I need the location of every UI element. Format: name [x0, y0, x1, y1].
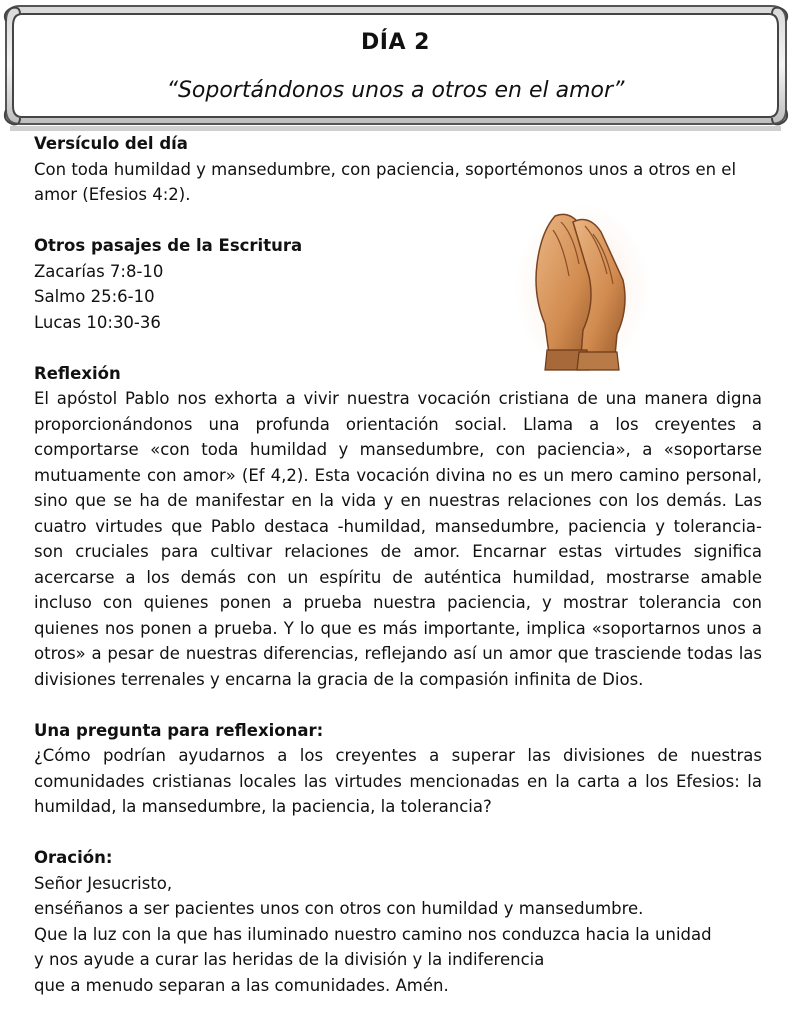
scripture-item: Zacarías 7:8-10: [34, 261, 164, 281]
theme-title: “Soportándonos unos a otros en el amor”: [166, 78, 625, 103]
scripture-item: Lucas 10:30-36: [34, 312, 161, 332]
question-heading: Una pregunta para reflexionar:: [34, 720, 324, 740]
day-title: DÍA 2: [361, 30, 430, 55]
prayer-line: y nos ayude a curar las heridas de la división y la indiferencia: [34, 950, 545, 969]
scripture-item: Salmo 25:6-10: [34, 287, 155, 306]
reflection-heading: Reflexión: [34, 363, 121, 383]
devotional-content: [34, 131, 762, 998]
verse-text: Con toda humildad y mansedumbre, con paciencia, soportémonos unos a otros en el amor (Efesios 4:2).: [34, 159, 737, 204]
scripture-heading: Otros pasajes de la Escritura: [34, 236, 303, 255]
header-banner: [0, 0, 791, 136]
verse-heading: Versículo del día: [34, 134, 188, 153]
reflection-text: El apóstol Pablo nos exhorta a vivir nuestra vocación cristiana de una manera digna proporcionándonos una profunda orientación social. Llama a los creyentes a comportarse «con toda humildad y mansedumbre, con paciencia», a «soportarse mutuamente con amor» (Ef 4,2). Esta vocación divina no es un mero camino personal, sino que se ha de manifestar en la vida y en nuestras relaciones con los demás. Las cuatro virtudes que Pablo destaca -humildad, mansedumbre, paciencia y tolerancia- son cruciales para cultivar relaciones de amor. Encarnar estas virtudes significa acercarse a los demás con un espíritu de auténtica humildad, mostrarse amable incluso con quienes ponen a prueba nuestra paciencia, y mostrar tolerancia con quienes nos ponen a prueba. Y lo que es más importante, implica «soportarnos unos a otros» a pesar de nuestras diferencias, reflejando así un amor que trasciende todas las divisiones terrenales y encarna la gracia de la compasión infinita de Dios.: [34, 389, 762, 689]
question-text: ¿Cómo podrían ayudarnos a los creyentes a superar las divisiones de nuestras comunidades cristianas locales las virtudes mencionadas en la carta a los Efesios: la humildad, la mansedumbre, la paciencia, la tolerancia?: [34, 746, 762, 816]
prayer-line: Señor Jesucristo,: [34, 873, 173, 893]
prayer-line: enséñanos a ser pacientes unos con otros con humildad y mansedumbre.: [34, 899, 644, 918]
prayer-line: Que la luz con la que has iluminado nuestro camino nos conduzca hacia la unidad: [34, 924, 712, 944]
prayer-line: que a menudo separan a las comunidades. Amén.: [34, 975, 449, 995]
prayer-heading: Oración:: [34, 848, 113, 867]
scroll-frame: [0, 0, 791, 136]
